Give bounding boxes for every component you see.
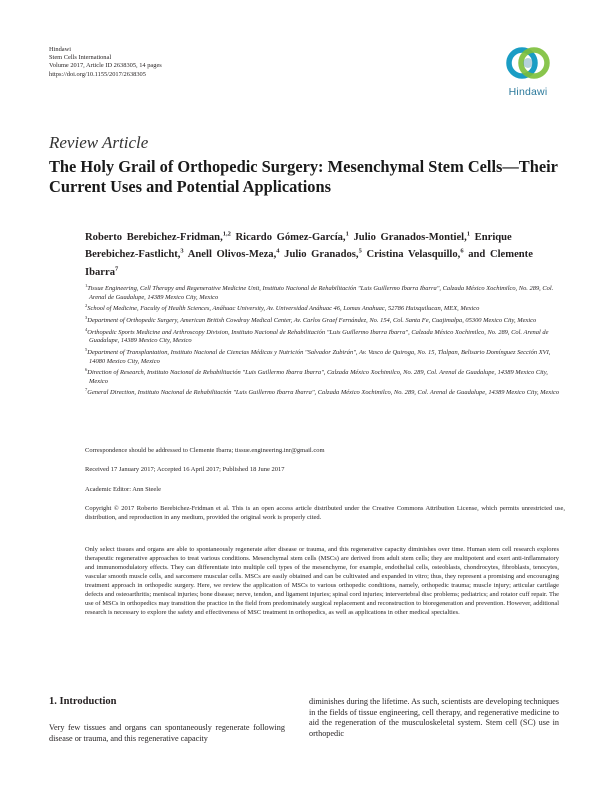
affiliation: $^6$Direction of Research, Instituto Nacional de Rehabilitación "Luis Guillermo Ibarra Ibarra", Calzada México Xochimilco, No. 289, Col. Arenal de Guadalupe, 14389 Mexico City, Mexico <box>85 367 548 385</box>
hindawi-logo <box>494 38 562 106</box>
article-type: Review Article <box>49 133 149 152</box>
correspondence-note: Correspondence should be addressed to Clemente Ibarra; tissue.engineering.inr@gmail.com <box>85 447 325 454</box>
publication-dates: Received 17 January 2017; Accepted 16 April 2017; Published 18 June 2017 <box>85 466 285 473</box>
affiliation: $^1$Tissue Engineering, Cell Therapy and Regenerative Medicine Unit, Instituto Nacional de Rehabilitación "Luis Guillermo Ibarra Ibarra", Calzada México Xochimilco, No. 289, Col. Arenal de Guadalupe, 14389 Mexico City, Mexico <box>85 283 554 301</box>
journal-name: Stem Cells International <box>49 54 112 62</box>
body-column-left: Very few tissues and organs can spontaneously regenerate following disease or trauma, and this regenerative capacity <box>49 723 285 743</box>
article-title: The Holy Grail of Orthopedic Surgery: Mesenchymal Stem Cells—Their Current Uses and Potential Applications <box>49 157 558 196</box>
volume-info: Volume 2017, Article ID 2638305, 14 pages <box>49 62 162 70</box>
author: Enrique Berebichez-Fastlicht,$^3$ <box>85 231 512 261</box>
doi-link[interactable]: https://doi.org/10.1155/2017/2638305 <box>49 70 146 78</box>
academic-editor: Academic Editor: Ann Steele <box>85 486 161 493</box>
author: Julio Granados-Montiel,$^1$ <box>353 230 470 243</box>
journal-header <box>49 46 162 79</box>
section-heading-introduction: 1. Introduction <box>49 696 117 707</box>
affiliation: $^4$Orthopedic Sports Medicine and Arthroscopy Division, Instituto Nacional de Rehabilitación "Luis Guillermo Ibarra Ibarra", Calzada México Xochimilco, No. 289, Col. Arenal de Guadalupe, 14389 Mexico City, Mexico <box>85 326 549 345</box>
affiliation-list <box>85 282 565 398</box>
hindawi-logo-icon <box>503 38 553 88</box>
author: Ricardo Gómez-García,$^1$ <box>235 230 349 243</box>
author: Anell Olivos-Meza,$^4$ <box>187 247 280 261</box>
author: Julio Granados,$^5$ <box>284 247 362 261</box>
author: and Clemente Ibarra$^7$ <box>85 249 533 278</box>
affiliation: $^3$Department of Orthopedic Surgery, American British Cowdray Medical Center, Av. Carlos Graef Fernández, No. 154, Col. Santa Fe, Cuajimalpa, 05300 Mexico City, Mexico <box>85 314 537 325</box>
abstract: Only select tissues and organs are able to spontaneously regenerate after disease or trauma, and this regenerative capacity diminishes over time. Human stem cell research explores therapeutic regenerative approaches to treat various conditions. Mesenchymal stem cells (MSCs) are derived from adult stem cells; they are multipotent and exert anti-inflammatory and immunomodulatory effects. They can differentiate into multiple cell types of the mesenchyme, for example, endothelial cells, osteoblasts, chondrocytes, fibroblasts, tenocytes, vascular smooth muscle cells, and sarcomere muscular cells. MSCs are easily obtained and can be cultivated and expanded in vitro; thus, they represent a promising and encouraging treatment approach in orthopedic surgery. Here, we review the application of MSCs to various orthopedic conditions, namely, orthopedic trauma; muscle injury; articular cartilage defects and osteoarthritis; meniscal injuries; bone disease; nerve, tendon, and ligament injuries; spinal cord injuries; intervertebral disc problems; pediatrics; and rotator cuff repair. The use of MSCs in orthopedics may transition the practice in the field from predominately surgical replacement and reconstruction to bioregeneration and prevention. However, additional research is necessary to explore the safety and effectiveness of MSC treatment in orthopedics, as well as applications in other medical specialties. <box>85 546 559 617</box>
author: Roberto Berebichez-Fridman,$^{1,2}$ <box>85 230 231 243</box>
logo-wordmark: Hindawi <box>508 86 548 98</box>
affiliation: $^7$General Direction, Instituto Nacional de Rehabilitación "Luis Guillermo Ibarra Ibarra", Calzada México Xochimilco, No. 289, Col. Arenal de Guadalupe, 14389 Mexico City, Mexico <box>85 387 560 397</box>
affiliation: $^5$Department of Transplantation, Instituto Nacional de Ciencias Médicas y Nutrición "Salvador Zubirán", Av. Vasco de Quiroga, No. 15, Tlalpan, Belisario Domínguez Sección XVI, 14080 Mexico City, Mexico <box>85 346 551 365</box>
affiliation: $^2$School of Medicine, Faculty of Health Sciences, Anáhuac University, Av. Universidad Anáhuac 46, Lomas Anahuac, 52786 Huixquilucan, MEX, Mexico <box>85 303 480 313</box>
body-column-right: diminishes during the lifetime. As such, scientists are developing techniques in the fields of tissue engineering, cell therapy, and regenerative medicine to aid the regeneration of the musculoskeletal system. Stem cell (SC) use in orthopedic <box>309 697 559 739</box>
author: Cristina Velasquillo,$^6$ <box>366 247 464 261</box>
publisher-name: Hindawi <box>49 46 72 53</box>
copyright-notice: Copyright © 2017 Roberto Berebichez-Fridman et al. This is an open access article distributed under the Creative Commons Attribution License, which permits unrestricted use, distribution, and reproduction in any medium, provided the original work is properly cited. <box>85 505 565 521</box>
author-list <box>85 227 565 280</box>
